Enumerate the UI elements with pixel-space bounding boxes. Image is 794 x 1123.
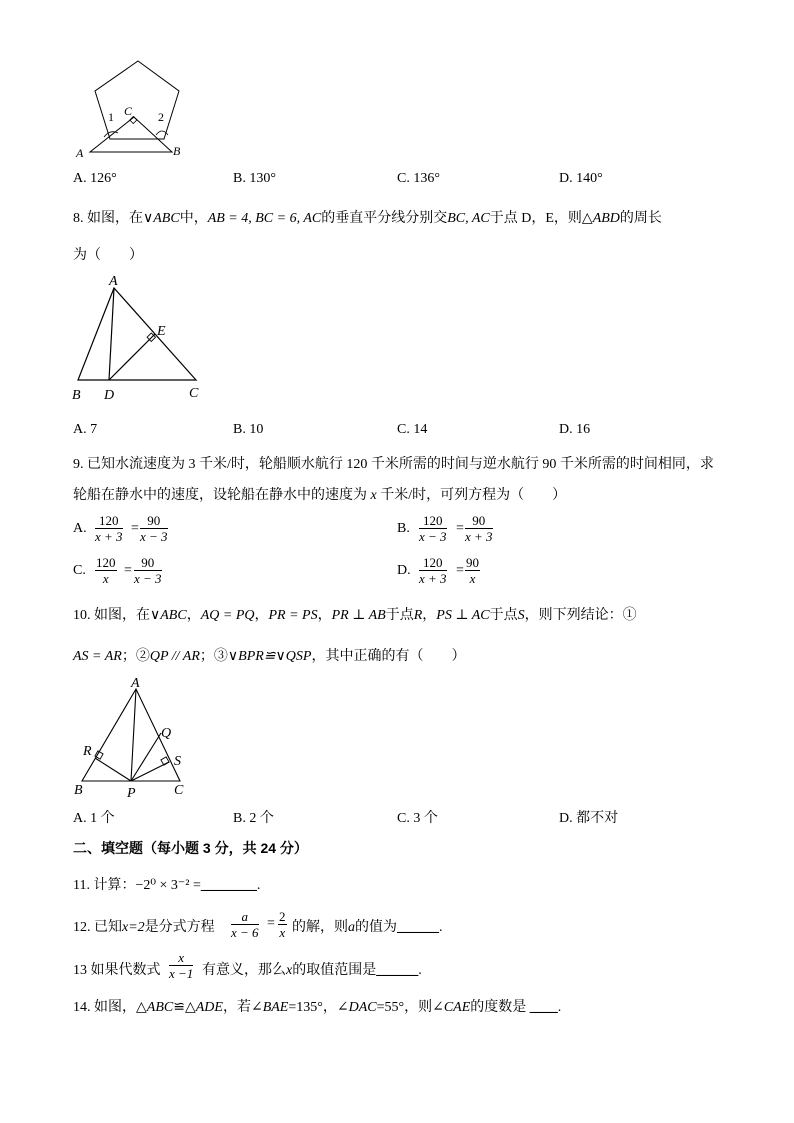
numerator: 120 <box>419 555 447 571</box>
label-b: B <box>74 783 83 798</box>
q14-question <box>73 996 561 1016</box>
q8-option-c[interactable]: C. 14 <box>397 422 428 437</box>
denominator: x − 3 <box>419 529 447 544</box>
segment-ap <box>131 689 136 781</box>
q10-text: 10. 如图，在 <box>73 608 150 623</box>
numerator: 120 <box>96 555 116 570</box>
label-e: E <box>157 324 166 339</box>
q10-text: ，则下列结论：① <box>524 608 637 623</box>
label-a: A <box>131 676 140 691</box>
q8-text: 的垂直平分线分别交 <box>321 211 448 226</box>
label-p: P <box>127 786 136 798</box>
answer-blank[interactable]: ________ <box>200 878 257 893</box>
q13-text: 的取值范围是 <box>292 963 377 978</box>
label-d: D <box>104 388 115 403</box>
label-1: 1 <box>108 110 114 124</box>
q10-text: 于点 <box>385 608 414 623</box>
q10-question-line1 <box>73 604 637 624</box>
q9-option-a-label[interactable]: A. <box>73 521 87 536</box>
denominator: x <box>279 925 286 940</box>
q9-c-frac2 <box>134 555 162 586</box>
q14-text: ≌△ <box>173 1000 196 1015</box>
q11-end: . <box>256 878 261 893</box>
numerator: 90 <box>134 555 162 571</box>
numerator: 90 <box>465 513 493 529</box>
label-b: B <box>72 388 81 403</box>
q10-option-d[interactable]: D. 都不对 <box>559 811 619 826</box>
q10-question-line2 <box>73 645 465 665</box>
q10-text: 于点 <box>489 608 518 623</box>
q10-cond: PR = PS <box>268 608 318 623</box>
q7-option-c[interactable]: C. 136° <box>397 171 440 186</box>
q10-sep: ， <box>422 608 437 623</box>
q13-end: . <box>418 963 422 978</box>
numerator: 90 <box>466 555 479 570</box>
segment-de <box>109 334 155 380</box>
section-heading: 二、填空题（每小题 3 分，共 24 分） <box>73 840 308 856</box>
q14-text: ，若∠ <box>222 1000 263 1015</box>
q10-conclusion-3: ∨BPR≌∨QSP <box>227 649 312 664</box>
q10-option-c[interactable]: C. 3 个 <box>397 811 438 826</box>
q12-end: . <box>439 920 443 935</box>
q10-option-a[interactable]: A. 1 个 <box>73 811 115 826</box>
q9-a-eq: = <box>131 521 139 536</box>
denominator: x <box>469 571 476 586</box>
q10-sep: ；② <box>121 649 150 664</box>
label-c: C <box>174 783 184 798</box>
q8-option-d[interactable]: D. 16 <box>559 422 591 437</box>
q9-d-eq: = <box>456 563 464 578</box>
q12-text: 的值为 <box>355 920 397 935</box>
q14-text: =135°，∠ <box>288 1000 349 1015</box>
q12-text: 12. 已知 <box>73 920 122 935</box>
denominator: x + 3 <box>95 529 123 544</box>
q9-a-frac2 <box>140 513 168 544</box>
q10-sep: ；③ <box>199 649 228 664</box>
numerator: 2 <box>279 909 286 924</box>
denominator: x −1 <box>169 966 194 981</box>
q8-question <box>73 207 662 227</box>
q13-text: 有意义，那么 <box>202 963 286 978</box>
answer-blank[interactable]: ______ <box>376 963 419 978</box>
q12-text-b <box>292 916 443 936</box>
q13-x: x <box>286 963 293 978</box>
q12-x: x=2 <box>122 920 145 935</box>
q13-text-b <box>202 959 422 979</box>
q9-c-frac1 <box>95 555 117 586</box>
q10-figure <box>68 673 198 798</box>
denominator: x <box>102 571 109 586</box>
q12-a: a <box>348 920 355 935</box>
q8-text: 中， <box>179 211 208 226</box>
q9-b-frac1 <box>419 513 447 544</box>
label-c: C <box>189 386 199 401</box>
q7-figure <box>70 55 190 165</box>
q9-d-frac1 <box>419 555 447 586</box>
q14-abc: ABC <box>146 1000 174 1015</box>
pentagon <box>95 61 179 139</box>
q13-frac <box>169 950 193 981</box>
q12-text: 是分式方程 <box>144 920 215 935</box>
q12-eq: = <box>267 916 275 931</box>
q9-text: 轮船在静水中的速度，设轮船在静水中的速度为 <box>73 488 367 503</box>
q8-abd: ABD <box>592 211 620 226</box>
q8-text: 的周长 <box>619 211 662 226</box>
q9-option-c-label[interactable]: C. <box>73 563 86 578</box>
q10-cond: AQ = PQ <box>200 608 255 623</box>
label-r: R <box>83 744 92 759</box>
q11-expr: −2⁰ × 3⁻² = <box>135 878 201 893</box>
q14-dac: DAC <box>348 1000 377 1015</box>
q9-a-frac1 <box>95 513 123 544</box>
q8-seg: BC, AC <box>447 211 490 226</box>
q9-text: 千米/时，可列方程为（ ） <box>380 488 567 503</box>
denominator: x + 3 <box>465 529 493 544</box>
label-a: A <box>109 275 118 289</box>
q7-option-d[interactable]: D. 140° <box>559 171 603 186</box>
q9-c-eq: = <box>124 563 132 578</box>
q13-text-a: 13 如果代数式 <box>73 963 161 978</box>
q14-end: . <box>557 1000 562 1015</box>
segment-ad <box>109 288 114 380</box>
label-q: Q <box>161 726 172 741</box>
label-a: A <box>76 146 84 160</box>
q10-r: R <box>413 608 423 623</box>
q10-option-b[interactable]: B. 2 个 <box>233 811 274 826</box>
q10-text: ， <box>186 608 201 623</box>
q8-option-b[interactable]: B. 10 <box>233 422 264 437</box>
q9-question-line1: 9. 已知水流速度为 3 千米/时，轮船顺水航行 120 千米所需的时间与逆水航行 90 千米所需的时间相同，求 <box>73 457 714 472</box>
denominator: x − 3 <box>134 571 162 586</box>
q12-frac2 <box>278 909 287 940</box>
q8-option-a[interactable]: A. 7 <box>73 422 98 437</box>
label-c: C <box>124 104 133 118</box>
q11-question <box>73 874 260 894</box>
q12-frac1 <box>231 909 259 940</box>
q9-b-eq: = <box>456 521 464 536</box>
denominator: x − 6 <box>231 925 259 940</box>
q7-option-a[interactable]: A. 126° <box>73 171 117 186</box>
label-s: S <box>174 754 181 769</box>
q10-s: S <box>517 608 525 623</box>
q14-bae: BAE <box>262 1000 289 1015</box>
q14-text: =55°，则∠ <box>376 1000 444 1015</box>
q9-var: x <box>370 488 377 503</box>
numerator: 120 <box>95 513 123 529</box>
q10-tri: ∨ABC <box>150 608 187 623</box>
q7-option-b[interactable]: B. 130° <box>233 171 276 186</box>
label-b: B <box>173 144 181 158</box>
denominator: x + 3 <box>419 571 447 586</box>
numerator: 90 <box>140 513 168 529</box>
q12-text-a <box>73 916 215 936</box>
q9-option-d-label[interactable]: D. <box>397 563 411 578</box>
q10-conclusion-2: QP // AR <box>149 649 200 664</box>
angle-1-arc <box>104 132 118 137</box>
q10-sep: ， <box>254 608 269 623</box>
q8-question-line2: 为（ ） <box>73 248 143 263</box>
q14-ade: ADE <box>195 1000 223 1015</box>
q9-question-line2 <box>73 484 566 504</box>
answer-blank[interactable]: ______ <box>397 920 439 935</box>
q10-conclusion-1: AS = AR <box>73 649 122 664</box>
q10-text: ，其中正确的有（ ） <box>311 649 466 664</box>
q8-text: 于点 D，E，则△ <box>489 211 593 226</box>
q8-figure <box>68 275 218 405</box>
answer-blank[interactable]: ____ <box>529 1000 558 1015</box>
triangle-abc <box>78 288 196 380</box>
q14-text: 14. 如图，△ <box>73 1000 147 1015</box>
q9-b-frac2 <box>465 513 493 544</box>
q8-cond: AB = 4, BC = 6, AC <box>207 211 322 226</box>
q14-text: 的度数是 <box>470 1000 527 1015</box>
numerator: 120 <box>419 513 447 529</box>
q10-sep: ， <box>317 608 332 623</box>
q10-cond: PR ⊥ AB <box>331 608 386 623</box>
q9-d-frac2 <box>465 555 480 586</box>
q12-text: 的解，则 <box>292 920 348 935</box>
numerator: a <box>231 909 259 925</box>
q10-cond: PS ⊥ AC <box>436 608 490 623</box>
segment-pr <box>95 758 131 781</box>
q9-option-b-label[interactable]: B. <box>397 521 410 536</box>
q11-text: 11. 计算： <box>73 878 136 893</box>
q8-text: 8. 如图，在 <box>73 211 143 226</box>
q14-cae: CAE <box>443 1000 471 1015</box>
numerator: x <box>169 950 193 966</box>
label-2: 2 <box>158 110 164 124</box>
denominator: x − 3 <box>140 529 168 544</box>
q8-tri: ∨ABC <box>143 211 180 226</box>
